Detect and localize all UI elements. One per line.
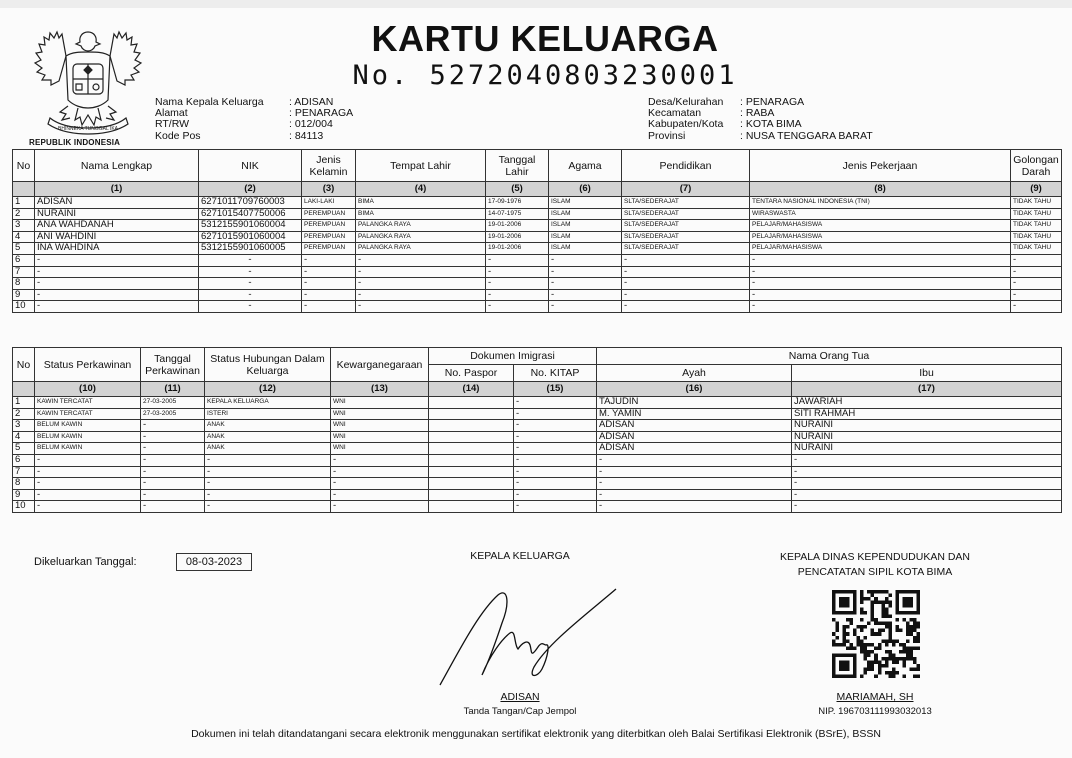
- table-cell: ISTERI: [205, 408, 331, 420]
- table-cell: -: [331, 466, 429, 478]
- table-cell: -: [141, 431, 205, 443]
- table-cell: -: [514, 501, 597, 513]
- table-cell: -: [302, 289, 356, 301]
- table-cell: -: [205, 466, 331, 478]
- garuda-pancasila-emblem: [28, 26, 148, 144]
- table-cell: WNI: [331, 408, 429, 420]
- table-cell: 9: [13, 489, 35, 501]
- status-table: [12, 347, 1062, 513]
- table-row: [13, 454, 1062, 466]
- table-cell: -: [35, 454, 141, 466]
- table-cell: 10: [13, 301, 35, 313]
- table-cell: -: [622, 266, 750, 278]
- header-jenis-kelamin: Jenis Kelamin: [302, 150, 356, 182]
- header-tempat-lahir: Tempat Lahir: [356, 150, 486, 182]
- table-cell: ANAK: [205, 443, 331, 455]
- table-cell: PALANGKA RAYA: [356, 220, 486, 232]
- table-cell: PELAJAR/MAHASISWA: [750, 243, 1011, 255]
- table-cell: BELUM KAWIN: [35, 431, 141, 443]
- header-no-paspor: No. Paspor: [429, 365, 514, 382]
- header-ayah: Ayah: [597, 365, 792, 382]
- table-cell: WNI: [331, 431, 429, 443]
- motto-text: BHINNEKA TUNGGAL IKA: [57, 126, 119, 132]
- table-row: [13, 501, 1062, 513]
- column-number-cell: (2): [199, 182, 302, 197]
- table-cell: TIDAK TAHU: [1011, 220, 1062, 232]
- table-cell: -: [514, 431, 597, 443]
- table-row: [13, 231, 1062, 243]
- info-label: Nama Kepala Keluarga: [155, 96, 264, 108]
- qr-code: [832, 590, 920, 678]
- header-tanggal-perkawinan: Tanggal Perkawinan: [141, 348, 205, 382]
- table-cell: SITI RAHMAH: [792, 408, 1062, 420]
- table-cell: 3: [13, 220, 35, 232]
- table-row: [13, 197, 1062, 209]
- header-tanggal-lahir: Tanggal Lahir: [486, 150, 549, 182]
- table-cell: -: [1011, 301, 1062, 313]
- table-cell: ADISAN: [35, 197, 199, 209]
- table-cell: SLTA/SEDERAJAT: [622, 220, 750, 232]
- table-cell: ISLAM: [549, 197, 622, 209]
- table-cell: KAWIN TERCATAT: [35, 408, 141, 420]
- table-cell: -: [597, 454, 792, 466]
- info-label: Kecamatan: [648, 107, 702, 120]
- table-cell: 14-07-1975: [486, 208, 549, 220]
- info-row: [155, 131, 353, 142]
- table-cell: -: [35, 266, 199, 278]
- table-cell: -: [750, 301, 1011, 313]
- table-cell: SLTA/SEDERAJAT: [622, 243, 750, 255]
- header-no: No: [13, 150, 35, 182]
- table-cell: BIMA: [356, 208, 486, 220]
- table-cell: -: [1011, 289, 1062, 301]
- table-cell: 5312155901060005: [199, 243, 302, 255]
- table-cell: -: [199, 301, 302, 313]
- info-value: : 012/004: [289, 118, 333, 131]
- table-cell: 2: [13, 208, 35, 220]
- table-cell: NURAINI: [792, 431, 1062, 443]
- column-number-cell: (8): [750, 182, 1011, 197]
- table-cell: -: [1011, 266, 1062, 278]
- table-cell: TIDAK TAHU: [1011, 208, 1062, 220]
- table-cell: [429, 408, 514, 420]
- table-cell: -: [750, 254, 1011, 266]
- table-cell: -: [750, 289, 1011, 301]
- table-cell: 7: [13, 266, 35, 278]
- table-cell: -: [514, 489, 597, 501]
- agency-head-nip: NIP. 196703111993032013: [818, 706, 932, 717]
- header-nik: NIK: [199, 150, 302, 182]
- table-cell: [429, 454, 514, 466]
- table-cell: BELUM KAWIN: [35, 443, 141, 455]
- table-cell: -: [597, 489, 792, 501]
- info-value: : NUSA TENGGARA BARAT: [740, 129, 873, 142]
- table-cell: -: [549, 278, 622, 290]
- table-cell: WIRASWASTA: [750, 208, 1011, 220]
- table-cell: -: [486, 301, 549, 313]
- table-cell: 5312155901060004: [199, 220, 302, 232]
- table-cell: ISLAM: [549, 231, 622, 243]
- members-table-body: [13, 197, 1062, 313]
- table-row: [13, 466, 1062, 478]
- info-label: Kode Pos: [155, 129, 201, 142]
- header-golongan-darah: Golongan Darah: [1011, 150, 1062, 182]
- table-row: [13, 278, 1062, 290]
- table-cell: -: [331, 454, 429, 466]
- header-nama-lengkap: Nama Lengkap: [35, 150, 199, 182]
- table-cell: [429, 431, 514, 443]
- table-cell: ANI WAHDINI: [35, 231, 199, 243]
- table-cell: -: [356, 254, 486, 266]
- column-number-cell: (14): [429, 382, 514, 397]
- table-cell: -: [141, 420, 205, 432]
- table-row: [13, 489, 1062, 501]
- document-title: KARTU KELUARGA: [371, 18, 719, 59]
- table-cell: -: [514, 408, 597, 420]
- table-cell: -: [302, 254, 356, 266]
- table-cell: PEREMPUAN: [302, 231, 356, 243]
- header-status-perkawinan: Status Perkawinan: [35, 348, 141, 382]
- table-cell: -: [199, 254, 302, 266]
- family-card-document: [0, 8, 1072, 758]
- info-value: : 84113: [289, 129, 324, 142]
- table-cell: 8: [13, 278, 35, 290]
- table-cell: ADISAN: [597, 431, 792, 443]
- table-cell: -: [486, 266, 549, 278]
- household-info-left: [155, 97, 353, 142]
- column-number-cell: (1): [35, 182, 199, 197]
- table-cell: 5: [13, 243, 35, 255]
- table-cell: -: [597, 466, 792, 478]
- table-cell: -: [514, 443, 597, 455]
- table-cell: BELUM KAWIN: [35, 420, 141, 432]
- table-cell: 3: [13, 420, 35, 432]
- table-cell: 17-09-1976: [486, 197, 549, 209]
- table-cell: -: [199, 266, 302, 278]
- column-number-cell: (12): [205, 382, 331, 397]
- table-cell: -: [35, 301, 199, 313]
- table-row: [13, 220, 1062, 232]
- table-cell: 7: [13, 466, 35, 478]
- table-cell: PEREMPUAN: [302, 208, 356, 220]
- table-cell: WNI: [331, 420, 429, 432]
- signature: [438, 583, 618, 693]
- head-of-family-name: ADISAN: [500, 691, 540, 703]
- agency-heading-line: KEPALA DINAS KEPENDUDUKAN DAN: [779, 551, 971, 563]
- table-cell: 10: [13, 501, 35, 513]
- column-number-cell: (17): [792, 382, 1062, 397]
- table-cell: -: [141, 489, 205, 501]
- table-cell: -: [205, 454, 331, 466]
- table-cell: -: [486, 278, 549, 290]
- column-number-cell: (11): [141, 382, 205, 397]
- table-cell: -: [622, 301, 750, 313]
- table-cell: ISLAM: [549, 220, 622, 232]
- table-cell: [429, 420, 514, 432]
- table-cell: SLTA/SEDERAJAT: [622, 208, 750, 220]
- table-cell: -: [356, 278, 486, 290]
- table-cell: -: [302, 266, 356, 278]
- table-cell: 6271011709760003: [199, 197, 302, 209]
- table-cell: TIDAK TAHU: [1011, 231, 1062, 243]
- table-cell: -: [549, 289, 622, 301]
- column-number-cell: (5): [486, 182, 549, 197]
- table-cell: PEREMPUAN: [302, 243, 356, 255]
- table-cell: WNI: [331, 397, 429, 409]
- info-value: : ADISAN: [289, 96, 334, 108]
- table-cell: -: [35, 289, 199, 301]
- issued-date-value: 08-03-2023: [176, 553, 252, 571]
- issued-date-label: Dikeluarkan Tanggal:: [34, 556, 137, 568]
- table-cell: -: [514, 466, 597, 478]
- table-cell: [429, 397, 514, 409]
- table-cell: ADISAN: [597, 443, 792, 455]
- info-label: Alamat: [155, 107, 188, 120]
- table-cell: SLTA/SEDERAJAT: [622, 197, 750, 209]
- info-value: : KOTA BIMA: [740, 118, 802, 131]
- table-cell: -: [141, 443, 205, 455]
- header-pendidikan: Pendidikan: [622, 150, 750, 182]
- column-number-cell: (3): [302, 182, 356, 197]
- table-row: [13, 420, 1062, 432]
- table-cell: 6271015901060004: [199, 231, 302, 243]
- column-number-cell: [13, 382, 35, 397]
- table-row: [13, 266, 1062, 278]
- header-agama: Agama: [549, 150, 622, 182]
- info-value: : PENARAGA: [289, 107, 354, 120]
- household-info-right: [648, 97, 873, 142]
- table-cell: SLTA/SEDERAJAT: [622, 231, 750, 243]
- table-cell: ANAK: [205, 431, 331, 443]
- table-cell: -: [199, 289, 302, 301]
- table-cell: -: [141, 478, 205, 490]
- info-label: Kabupaten/Kota: [648, 118, 724, 131]
- table-cell: [429, 478, 514, 490]
- table-cell: -: [35, 254, 199, 266]
- table-cell: -: [141, 466, 205, 478]
- members-table: [12, 149, 1062, 313]
- table-cell: -: [356, 301, 486, 313]
- table-cell: -: [1011, 278, 1062, 290]
- table-cell: -: [622, 289, 750, 301]
- table-cell: -: [514, 478, 597, 490]
- table-cell: 6271015407750006: [199, 208, 302, 220]
- table-cell: -: [750, 266, 1011, 278]
- table-cell: -: [486, 254, 549, 266]
- table-cell: ISLAM: [549, 208, 622, 220]
- table-cell: LAKI-LAKI: [302, 197, 356, 209]
- table-cell: 1: [13, 197, 35, 209]
- table-cell: -: [597, 478, 792, 490]
- agency-head-name: MARIAMAH, SH: [836, 691, 914, 703]
- table-row: [13, 408, 1062, 420]
- table-cell: -: [141, 501, 205, 513]
- table-cell: 4: [13, 431, 35, 443]
- table-cell: PALANGKA RAYA: [356, 231, 486, 243]
- header-no-kitap: No. KITAP: [514, 365, 597, 382]
- table-cell: -: [205, 501, 331, 513]
- table-cell: -: [549, 266, 622, 278]
- column-number-cell: (16): [597, 382, 792, 397]
- table-cell: [429, 501, 514, 513]
- column-number-cell: (10): [35, 382, 141, 397]
- table-cell: -: [205, 478, 331, 490]
- column-number-cell: (13): [331, 382, 429, 397]
- table-cell: -: [514, 454, 597, 466]
- table-cell: -: [356, 289, 486, 301]
- table-cell: PELAJAR/MAHASISWA: [750, 231, 1011, 243]
- table-row: [13, 243, 1062, 255]
- column-number-cell: (9): [1011, 182, 1062, 197]
- info-row: [648, 131, 873, 142]
- table-cell: ADISAN: [597, 420, 792, 432]
- column-number-cell: [13, 182, 35, 197]
- table-cell: -: [750, 278, 1011, 290]
- table-cell: -: [597, 501, 792, 513]
- table-cell: KEPALA KELUARGA: [205, 397, 331, 409]
- table-cell: KAWIN TERCATAT: [35, 397, 141, 409]
- agency-heading: [745, 550, 1005, 580]
- table-cell: WNI: [331, 443, 429, 455]
- table-row: [13, 208, 1062, 220]
- table-cell: -: [486, 289, 549, 301]
- table-cell: 9: [13, 289, 35, 301]
- table-cell: -: [35, 466, 141, 478]
- table-cell: [429, 443, 514, 455]
- table-cell: -: [792, 501, 1062, 513]
- info-value: : PENARAGA: [740, 96, 805, 108]
- table-cell: -: [331, 489, 429, 501]
- table-cell: JAWARIAH: [792, 397, 1062, 409]
- table-cell: TENTARA NASIONAL INDONESIA (TNI): [750, 197, 1011, 209]
- info-row: [648, 119, 873, 130]
- table-cell: -: [141, 454, 205, 466]
- column-number-cell: (15): [514, 382, 597, 397]
- table-cell: -: [1011, 254, 1062, 266]
- table-cell: 1: [13, 397, 35, 409]
- table-cell: -: [331, 478, 429, 490]
- header-ibu: Ibu: [792, 365, 1062, 382]
- electronic-signature-disclaimer: Dokumen ini telah ditandatangani secara elektronik menggunakan sertifikat elektronik yang diterbitkan oleh Balai Sertifikasi Elektronik (BSrE), BSSN: [191, 728, 881, 740]
- table-cell: NURAINI: [35, 208, 199, 220]
- signature-caption: Tanda Tangan/Cap Jempol: [463, 706, 577, 717]
- table-row: [13, 397, 1062, 409]
- table-cell: -: [514, 397, 597, 409]
- table-cell: 6: [13, 454, 35, 466]
- table-cell: -: [35, 478, 141, 490]
- table-cell: 27-03-2005: [141, 408, 205, 420]
- header-jenis-pekerjaan: Jenis Pekerjaan: [750, 150, 1011, 182]
- status-table-body: [13, 397, 1062, 513]
- table-cell: -: [792, 489, 1062, 501]
- table-cell: -: [514, 420, 597, 432]
- header-no: No: [13, 348, 35, 382]
- header-nama-orang-tua: Nama Orang Tua: [597, 348, 1062, 365]
- table-cell: -: [302, 301, 356, 313]
- table-cell: NURAINI: [792, 420, 1062, 432]
- agency-heading-line: PENCATATAN SIPIL KOTA BIMA: [797, 566, 953, 578]
- table-cell: [429, 466, 514, 478]
- document-number: No. 5272040803230001: [352, 60, 738, 91]
- table-cell: 19-01-2006: [486, 220, 549, 232]
- table-cell: INA WAHDINA: [35, 243, 199, 255]
- table-cell: TIDAK TAHU: [1011, 243, 1062, 255]
- table-cell: -: [356, 266, 486, 278]
- info-row: [155, 119, 353, 130]
- table-cell: 27-03-2005: [141, 397, 205, 409]
- table-cell: -: [35, 489, 141, 501]
- table-cell: TAJUDIN: [597, 397, 792, 409]
- table-cell: 19-01-2006: [486, 243, 549, 255]
- table-cell: -: [792, 466, 1062, 478]
- table-cell: BIMA: [356, 197, 486, 209]
- table-cell: 8: [13, 478, 35, 490]
- table-cell: 6: [13, 254, 35, 266]
- info-label: Provinsi: [648, 129, 686, 142]
- table-row: [13, 254, 1062, 266]
- table-cell: PEREMPUAN: [302, 220, 356, 232]
- table-cell: -: [205, 489, 331, 501]
- table-cell: -: [35, 501, 141, 513]
- header-kewarganegaraan: Kewarganegaraan: [331, 348, 429, 382]
- table-cell: 5: [13, 443, 35, 455]
- table-cell: 2: [13, 408, 35, 420]
- header-dokumen-imigrasi: Dokumen Imigrasi: [429, 348, 597, 365]
- table-cell: -: [622, 278, 750, 290]
- table-cell: ANAK: [205, 420, 331, 432]
- table-cell: 4: [13, 231, 35, 243]
- table-cell: PALANGKA RAYA: [356, 243, 486, 255]
- table-cell: ISLAM: [549, 243, 622, 255]
- table-cell: -: [549, 301, 622, 313]
- table-cell: -: [331, 501, 429, 513]
- table-cell: 19-01-2006: [486, 231, 549, 243]
- table-row: [13, 289, 1062, 301]
- column-number-cell: (7): [622, 182, 750, 197]
- info-value: : RABA: [740, 107, 775, 120]
- column-number-cell: (6): [549, 182, 622, 197]
- table-cell: -: [792, 478, 1062, 490]
- logo-caption: REPUBLIK INDONESIA: [29, 138, 121, 147]
- table-cell: -: [792, 454, 1062, 466]
- table-cell: -: [302, 278, 356, 290]
- table-cell: -: [622, 254, 750, 266]
- table-cell: TIDAK TAHU: [1011, 197, 1062, 209]
- column-number-row: [13, 182, 1062, 197]
- table-cell: M. YAMIN: [597, 408, 792, 420]
- table-cell: ANA WAHDANAH: [35, 220, 199, 232]
- table-row: [13, 478, 1062, 490]
- table-cell: -: [199, 278, 302, 290]
- table-cell: [429, 489, 514, 501]
- column-number-cell: (4): [356, 182, 486, 197]
- table-row: [13, 301, 1062, 313]
- header-status-hubungan: Status Hubungan Dalam Keluarga: [205, 348, 331, 382]
- info-label: RT/RW: [155, 118, 190, 131]
- table-row: [13, 443, 1062, 455]
- table-cell: -: [549, 254, 622, 266]
- table-cell: PELAJAR/MAHASISWA: [750, 220, 1011, 232]
- info-label: Desa/Kelurahan: [648, 96, 724, 108]
- column-number-row: [13, 382, 1062, 397]
- table-cell: -: [35, 278, 199, 290]
- table-row: [13, 431, 1062, 443]
- table-cell: NURAINI: [792, 443, 1062, 455]
- head-of-family-heading: KEPALA KELUARGA: [470, 550, 570, 562]
